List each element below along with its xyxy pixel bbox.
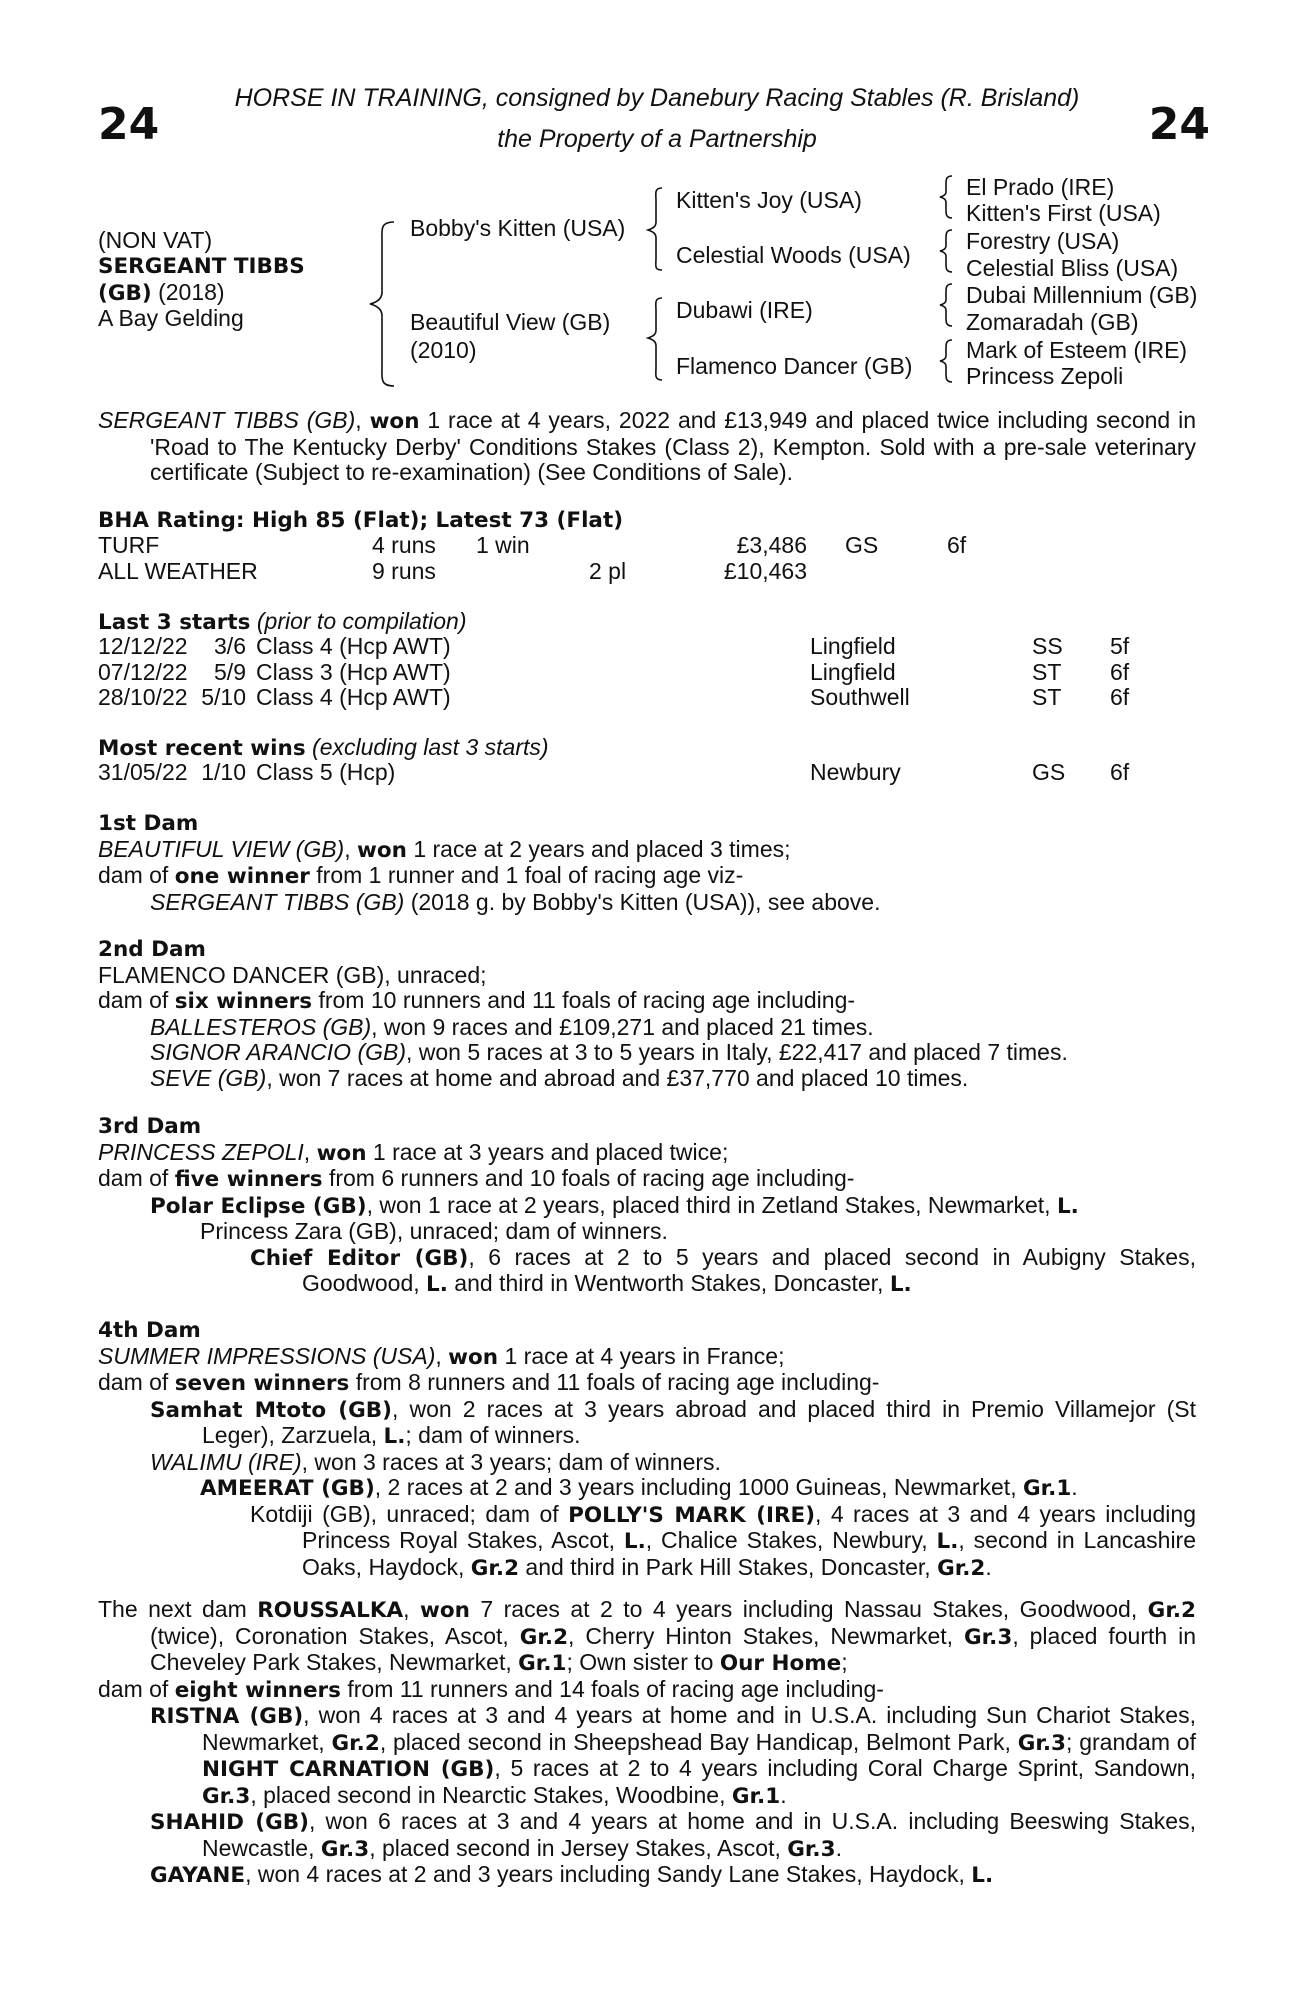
listed-label: L.: [889, 1272, 912, 1297]
text: from 6 runners and 10 foals of racing age including-: [322, 1165, 855, 1191]
text: ;: [841, 1649, 848, 1675]
horse-description: A Bay Gelding: [98, 305, 244, 331]
rating-prize: £10,463: [723, 557, 807, 584]
offspring-record: , won 1 race at 2 years, placed third in Zetland Stakes, Newmarket,: [366, 1191, 1057, 1218]
next-dam-section: [98, 1597, 1196, 1889]
winners-count: seven winners: [174, 1371, 350, 1396]
offspring-record: , placed second in Sheepshead Bay Handicap, Belmont Park,: [379, 1728, 1018, 1755]
recent-heading-line: [98, 735, 549, 762]
next-dam-name: ROUSSALKA: [257, 1598, 404, 1623]
offspring-name: GAYANE: [150, 1863, 246, 1888]
offspring-record: and third in Park Hill Stakes, Doncaster,: [519, 1553, 938, 1580]
offspring-record: ; dam of winners.: [405, 1422, 581, 1448]
group-label: Gr.3: [320, 1836, 370, 1862]
group-label: Gr.1: [518, 1651, 567, 1676]
start-course: Lingfield: [810, 633, 896, 659]
offspring-name: SHAHID (GB): [150, 1810, 309, 1835]
offspring-name: SEVE (GB): [150, 1064, 267, 1091]
offspring-name: Chief Editor (GB): [250, 1245, 469, 1271]
pedigree-dam: Beautiful View (GB): [410, 309, 611, 335]
group-label: Gr.2: [519, 1624, 569, 1650]
rating-going: [845, 559, 947, 585]
start-race: Class 4 (Hcp AWT): [256, 684, 451, 710]
offspring-record: , won 6 races at 3 and 4 years at home and in U.S.A. including Beeswing Stakes, Newcastle,: [202, 1808, 1196, 1861]
fourth-dam-section: 4th Dam SUMMER IMPRESSIONS (USA), won 1 race at 4 years in France; dam of seven winners from 8 runners and 11 foals of racing age including- Samhat Mtoto (GB), won 2 races at 3 years abroad and placed third in Premio Villamejor (St Leger), Zarzuela, L.; dam of winners. WALIMU (IRE), won 3 races at 3 years; dam of winners. AMEERAT (GB), 2 races at 2 and 3 years including 1000 Guineas, Newmarket, Gr.1. Kotdiji (GB), unraced; dam of POLLY'S MARK (IRE), 4 races at 3 and 4 years including Princess Royal Stakes, Ascot, L., Chalice Stakes, Newbury, L., second in Lancashire Oaks, Haydock, Gr.2 and third in Park Hill Stakes, Doncaster, Gr.2.: [98, 1318, 1197, 1581]
listed-label: L.: [426, 1272, 448, 1297]
start-race: Class 4 (Hcp AWT): [256, 633, 451, 659]
pedigree-sire: Bobby's Kitten (USA): [410, 215, 626, 241]
offspring-name: BALLESTEROS (GB): [150, 1013, 372, 1040]
start-course: Southwell: [810, 684, 910, 710]
lot-number-right: 24: [1148, 99, 1210, 150]
last3-row: [98, 685, 1129, 711]
first-dam-name: BEAUTIFUL VIEW (GB): [98, 835, 345, 862]
rating-placed: [589, 533, 675, 559]
first-dam-section: 1st Dam BEAUTIFUL VIEW (GB), won 1 race at 2 years and placed 3 times; dam of one winner from 1 runner and 1 foal of racing age viz- SERGEANT TIBBS (GB) (2018 g. by Bobby's Kitten (USA)), see above.: [98, 811, 1196, 915]
horse-name: SERGEANT TIBBS: [98, 254, 305, 279]
fourth-dam-name: SUMMER IMPRESSIONS (USA): [98, 1342, 436, 1369]
offspring-record: , won 7 races at home and abroad and £37,770 and placed 10 times.: [266, 1064, 969, 1091]
group-label: Gr.2: [470, 1555, 520, 1581]
offspring-record: , won 9 races and £109,271 and placed 21 times.: [371, 1013, 874, 1040]
pedigree-ddd: Princess Zepoli: [966, 363, 1124, 389]
rating-placed: 2 pl: [589, 557, 627, 584]
vat-status: (NON VAT): [98, 227, 213, 253]
text: .: [1071, 1474, 1078, 1500]
second-dam-name: FLAMENCO DANCER (GB), unraced;: [98, 961, 487, 988]
offspring-record: ; grandam of: [1066, 1728, 1196, 1755]
start-date: 12/12/22: [98, 633, 188, 659]
recent-heading: Most recent wins: [98, 736, 306, 761]
text: ; Own sister to: [566, 1649, 720, 1675]
pedigree-dam-year: (2010): [410, 337, 477, 363]
group-label: Gr.2: [331, 1730, 380, 1756]
pedigree-sire-sire: Kitten's Joy (USA): [676, 187, 862, 213]
win-dist: 6f: [1110, 759, 1130, 785]
group-label: Gr.3: [787, 1836, 836, 1862]
text: from 10 runners and 11 foals of racing age including-: [312, 987, 856, 1013]
last3-table: [98, 634, 1129, 711]
text: dam of: [98, 1165, 175, 1191]
last3-heading: Last 3 starts: [98, 610, 251, 635]
group-label: Gr.2: [1147, 1598, 1196, 1623]
text: dam of: [98, 1675, 175, 1702]
offspring-record: , won 2 races at 3 years abroad and placed third in Premio Villamejor (St Leger), Zarzuela,: [202, 1395, 1196, 1448]
text: .: [780, 1781, 787, 1808]
listed-label: L.: [1056, 1193, 1079, 1219]
winners-count: eight winners: [174, 1677, 341, 1703]
pedigree-dds: Mark of Esteem (IRE): [966, 337, 1188, 363]
start-course: Lingfield: [810, 658, 896, 685]
offspring-record: and third in Wentworth Stakes, Doncaster,: [447, 1270, 890, 1296]
start-position: 3/6: [214, 633, 246, 659]
pedigree-dam-dam: Flamenco Dancer (GB): [676, 353, 913, 379]
summary-text: 1 race at 4 years, 2022 and £13,949 and placed twice including second in 'Road to The Kentucky Derby' Conditions Stakes (Class 2), Kempton. Sold with a pre-sale veterinary certificate (Subject to re-examination) (See Conditions of Sale).: [150, 407, 1196, 485]
offspring-record: , placed second in Nearctic Stakes, Woodbine,: [250, 1781, 732, 1808]
start-race: Class 3 (Hcp AWT): [256, 658, 451, 685]
pedigree-dsd: Zomaradah (GB): [966, 309, 1139, 335]
rating-going: GS: [845, 532, 879, 558]
summary-won: won: [369, 409, 420, 434]
offspring-record: , 4 races at 3 and 4 years including Princess Royal Stakes, Ascot,: [302, 1500, 1196, 1553]
win-going: GS: [1032, 759, 1066, 785]
pedigree-dss: Dubai Millennium (GB): [966, 282, 1198, 308]
horse-year: (2018): [158, 279, 225, 305]
pedigree-sire-dam: Celestial Woods (USA): [676, 242, 911, 268]
text: dam of: [98, 1369, 175, 1395]
offspring-name: SERGEANT TIBBS (GB): [150, 888, 405, 915]
won-label: won: [316, 1140, 367, 1166]
first-dam-record: 1 race at 2 years and placed 3 times;: [406, 835, 791, 862]
offspring-record: Kotdiji (GB), unraced; dam of: [250, 1500, 569, 1527]
second-dam-section: [98, 937, 1196, 1091]
win-position: 1/10: [201, 759, 246, 785]
rating-prize: £3,486: [736, 532, 807, 558]
last3-note: (prior to compilation): [256, 608, 467, 634]
start-dist: 6f: [1110, 658, 1130, 685]
pedigree-ssd: Kitten's First (USA): [966, 200, 1161, 226]
text: from 1 runner and 1 foal of racing age viz-: [309, 862, 744, 888]
race-summary: SERGEANT TIBBS (GB), won 1 race at 4 years, 2022 and £13,949 and placed twice including second in 'Road to The Kentucky Derby' Conditions Stakes (Class 2), Kempton. Sold with a pre-sale veterinary certificate (Subject to re-examination) (See Conditions of Sale).: [98, 407, 1196, 485]
won-label: won: [357, 837, 407, 863]
sister-name: Our Home: [719, 1651, 842, 1676]
start-position: 5/10: [201, 684, 246, 710]
text: from 8 runners and 11 foals of racing age including-: [349, 1369, 880, 1395]
offspring-name: RISTNA (GB): [150, 1704, 304, 1729]
text: dam of: [98, 862, 175, 888]
win-course: Newbury: [810, 759, 901, 785]
offspring-name: WALIMU (IRE): [150, 1448, 302, 1475]
group-label: Gr.2: [937, 1555, 986, 1581]
offspring-record: , won 4 races at 3 and 4 years at home and in U.S.A. including Sun Chariot Stakes, Newmarket,: [202, 1702, 1196, 1755]
group-label: Gr.3: [1017, 1730, 1067, 1756]
rating-wins: [476, 559, 589, 585]
winners-count: six winners: [174, 989, 313, 1014]
rating-dist: [947, 559, 966, 585]
pedigree-sds: Forestry (USA): [966, 228, 1120, 254]
text: .: [985, 1553, 992, 1580]
pedigree-dam-sire: Dubawi (IRE): [676, 297, 813, 323]
horse-suffix: (GB): [98, 281, 152, 306]
group-label: Gr.3: [964, 1624, 1013, 1650]
start-dist: 5f: [1110, 633, 1130, 659]
text: 7 races at 2 to 4 years including Nassau Stakes, Goodwood,: [469, 1596, 1148, 1622]
header-property: the Property of a Partnership: [497, 125, 817, 153]
offspring-record: , won 5 races at 3 to 5 years in Italy, £22,417 and placed 7 times.: [406, 1039, 1068, 1065]
win-race: Class 5 (Hcp): [256, 759, 396, 785]
offspring-record: , 6 races at 2 to 5 years and placed second in Aubigny Stakes, Goodwood,: [302, 1243, 1196, 1296]
rating-dist: 6f: [947, 532, 967, 558]
offspring-record: , 2 races at 2 and 3 years including 1000 Guineas, Newmarket,: [374, 1474, 1023, 1500]
last3-heading-line: [98, 609, 467, 636]
group-label: Gr.1: [731, 1783, 781, 1809]
text: dam of: [98, 987, 175, 1013]
rating-surface: TURF: [98, 532, 160, 558]
text: The next dam: [98, 1596, 258, 1622]
start-date: 28/10/22: [98, 684, 188, 710]
rating-row-aw: [98, 559, 966, 585]
first-dam-heading: 1st Dam: [98, 811, 199, 836]
header-consignor: HORSE IN TRAINING, consigned by Danebury Racing Stables (R. Brisland): [234, 84, 1080, 112]
second-dam-heading: 2nd Dam: [98, 937, 206, 962]
pedigree-sdd: Celestial Bliss (USA): [966, 255, 1179, 281]
offspring-name: Polar Eclipse (GB): [150, 1193, 367, 1219]
listed-label: L.: [623, 1529, 646, 1554]
rating-row-turf: [98, 533, 966, 559]
pedigree-sss: El Prado (IRE): [966, 174, 1115, 200]
granddaughter-name: NIGHT CARNATION (GB): [202, 1757, 495, 1782]
listed-label: L.: [971, 1863, 994, 1888]
third-dam-heading: 3rd Dam: [98, 1114, 202, 1139]
last3-row: [98, 660, 1129, 686]
start-going: ST: [1032, 658, 1062, 685]
rating-runs: 9 runs: [372, 557, 436, 584]
text: , placed fourth in Cheveley Park Stakes, Newmarket,: [150, 1622, 1196, 1675]
recent-row: [98, 760, 1129, 786]
start-going: SS: [1032, 633, 1063, 659]
offspring-name: POLLY'S MARK (IRE): [568, 1502, 816, 1528]
start-dist: 6f: [1110, 684, 1130, 710]
group-label: Gr.1: [1022, 1476, 1072, 1501]
won-label: won: [448, 1344, 499, 1370]
offspring-name: AMEERAT (GB): [200, 1476, 375, 1501]
fourth-dam-heading: 4th Dam: [98, 1318, 201, 1343]
won-label: won: [419, 1598, 470, 1623]
third-dam-section: 3rd Dam PRINCESS ZEPOLI, won 1 race at 3 years and placed twice; dam of five winners from 6 runners and 10 foals of racing age including- Polar Eclipse (GB), won 1 race at 2 years, placed third in Zetland Stakes, Newmarket, L. Princess Zara (GB), unraced; dam of winners. Chief Editor (GB), 6 races at 2 to 5 years and placed second in Aubigny Stakes, Goodwood, L. and third in Wentworth Stakes, Doncaster, L.: [98, 1114, 1196, 1297]
offspring-record: , won 4 races at 2 and 3 years including Sandy Lane Stakes, Haydock,: [245, 1861, 972, 1887]
winners-count: one winner: [174, 864, 310, 889]
text: , Cherry Hinton Stakes, Newmarket,: [568, 1622, 964, 1649]
third-dam-name: PRINCESS ZEPOLI: [98, 1138, 304, 1165]
summary-horse-name: SERGEANT TIBBS (GB): [98, 407, 356, 433]
group-label: Gr.3: [202, 1783, 251, 1809]
listed-label: L.: [936, 1529, 959, 1554]
rating-runs: 4 runs: [372, 532, 436, 558]
offspring-record: , placed second in Jersey Stakes, Ascot,: [369, 1834, 788, 1861]
recent-table: [98, 760, 1129, 786]
third-dam-record: 1 race at 3 years and placed twice;: [366, 1138, 729, 1165]
recent-note: (excluding last 3 starts): [312, 734, 549, 760]
text: (twice), Coronation Stakes, Ascot,: [150, 1622, 520, 1649]
last3-row: [98, 634, 1129, 660]
text: from 11 runners and 14 foals of racing age including-: [340, 1675, 884, 1702]
offspring-name: Samhat Mtoto (GB): [150, 1397, 392, 1423]
offspring-record: , second in Lancashire Oaks, Haydock,: [302, 1527, 1197, 1580]
lot-number-left: 24: [98, 99, 160, 150]
rating-wins: 1 win: [476, 532, 530, 558]
offspring-name: SIGNOR ARANCIO (GB): [150, 1039, 406, 1065]
winners-count: five winners: [174, 1167, 323, 1192]
offspring-record: Princess Zara (GB), unraced; dam of winners.: [200, 1218, 668, 1244]
offspring-record: , won 3 races at 3 years; dam of winners.: [301, 1448, 721, 1475]
text: .: [835, 1834, 842, 1861]
rating-surface: ALL WEATHER: [98, 557, 258, 584]
rating-table: [98, 533, 966, 584]
offspring-record: , 5 races at 2 to 4 years including Coral Charge Sprint, Sandown,: [494, 1755, 1196, 1781]
win-date: 31/05/22: [98, 759, 188, 785]
listed-label: L.: [383, 1424, 406, 1449]
text: ,: [403, 1596, 420, 1622]
fourth-dam-record: 1 race at 4 years in France;: [498, 1342, 785, 1369]
bha-rating-heading: BHA Rating: High 85 (Flat); Latest 73 (Flat): [98, 508, 624, 533]
offspring-record: (2018 g. by Bobby's Kitten (USA)), see above.: [404, 888, 881, 915]
offspring-record: , Chalice Stakes, Newbury,: [645, 1527, 937, 1553]
start-date: 07/12/22: [98, 658, 188, 685]
start-position: 5/9: [214, 658, 246, 685]
start-going: ST: [1032, 684, 1062, 710]
